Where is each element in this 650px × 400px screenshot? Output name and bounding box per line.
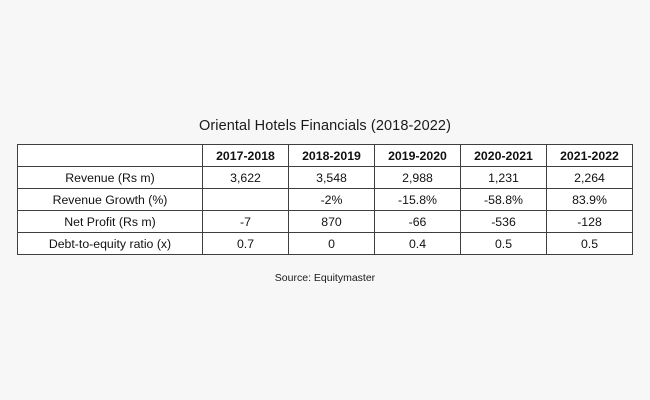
column-header-2017-2018: 2017-2018 xyxy=(203,145,289,167)
row-label-revenue-growth: Revenue Growth (%) xyxy=(18,189,203,211)
source-note: Source: Equitymaster xyxy=(274,272,376,285)
cell-debt-to-equity-2018-2019: 0 xyxy=(289,233,375,255)
cell-net-profit-2019-2020: -66 xyxy=(375,211,461,233)
table-container xyxy=(17,144,633,255)
row-label-debt-to-equity: Debt-to-equity ratio (x) xyxy=(18,233,203,255)
table-header-row xyxy=(18,145,633,167)
cell-debt-to-equity-2017-2018: 0.7 xyxy=(203,233,289,255)
table-row xyxy=(18,189,633,211)
cell-revenue-growth-2021-2022: 83.9% xyxy=(547,189,633,211)
row-label-net-profit: Net Profit (Rs m) xyxy=(18,211,203,233)
cell-revenue-growth-2020-2021: -58.8% xyxy=(461,189,547,211)
cell-revenue-growth-2019-2020: -15.8% xyxy=(375,189,461,211)
cell-net-profit-2020-2021: -536 xyxy=(461,211,547,233)
cell-revenue-growth-2018-2019: -2% xyxy=(289,189,375,211)
row-label-revenue: Revenue (Rs m) xyxy=(18,167,203,189)
cell-revenue-2021-2022: 2,264 xyxy=(547,167,633,189)
cell-net-profit-2021-2022: -128 xyxy=(547,211,633,233)
table-row xyxy=(18,167,633,189)
cell-debt-to-equity-2020-2021: 0.5 xyxy=(461,233,547,255)
table-row xyxy=(18,211,633,233)
financials-table xyxy=(17,144,633,255)
column-header-2019-2020: 2019-2020 xyxy=(375,145,461,167)
cell-debt-to-equity-2021-2022: 0.5 xyxy=(547,233,633,255)
column-header-2018-2019: 2018-2019 xyxy=(289,145,375,167)
cell-net-profit-2018-2019: 870 xyxy=(289,211,375,233)
cell-debt-to-equity-2019-2020: 0.4 xyxy=(375,233,461,255)
column-header-2021-2022: 2021-2022 xyxy=(547,145,633,167)
cell-revenue-2017-2018: 3,622 xyxy=(203,167,289,189)
cell-revenue-2018-2019: 3,548 xyxy=(289,167,375,189)
cell-net-profit-2017-2018: -7 xyxy=(203,211,289,233)
cell-revenue-2019-2020: 2,988 xyxy=(375,167,461,189)
column-header-2020-2021: 2020-2021 xyxy=(461,145,547,167)
table-row xyxy=(18,233,633,255)
page-title: Oriental Hotels Financials (2018-2022) xyxy=(198,118,452,134)
column-header-metric xyxy=(18,145,203,167)
cell-revenue-2020-2021: 1,231 xyxy=(461,167,547,189)
cell-revenue-growth-2017-2018 xyxy=(203,189,289,211)
